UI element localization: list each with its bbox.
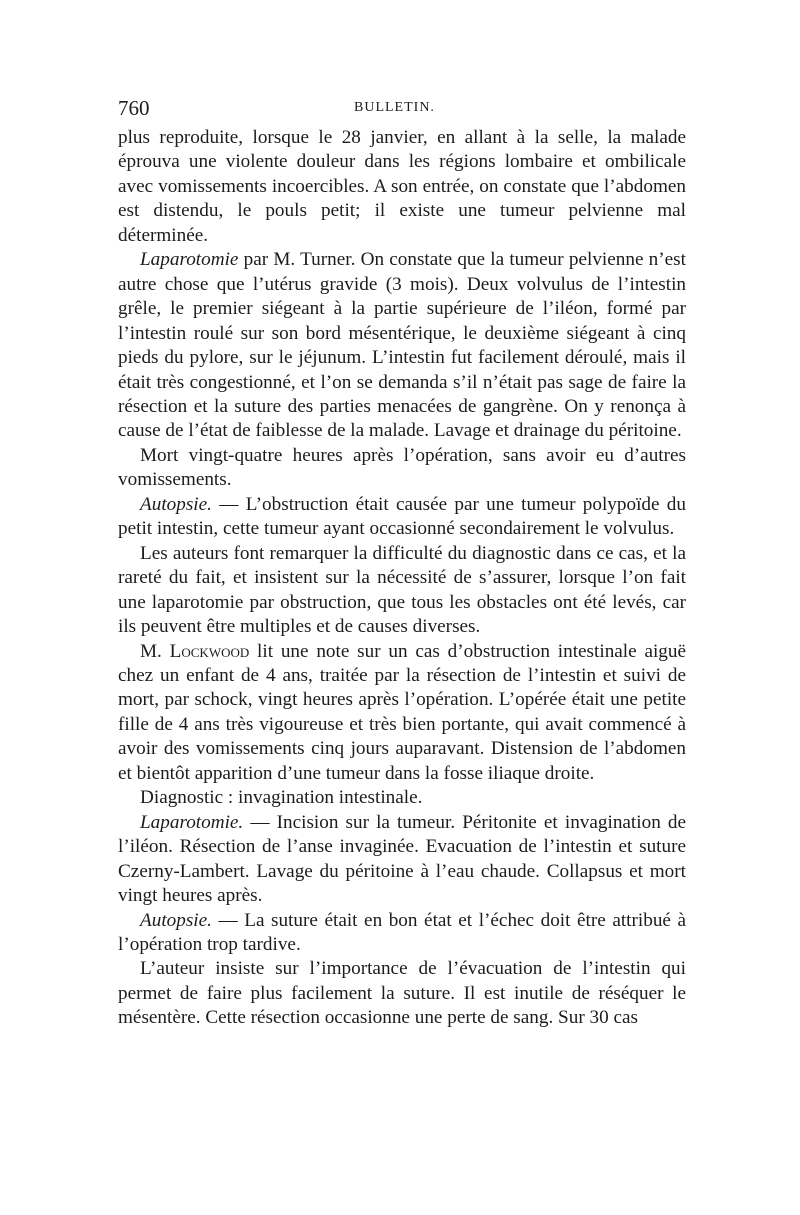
paragraph-autopsie-1: [118, 493, 686, 542]
italic-lead: Laparotomie.: [140, 811, 244, 833]
italic-lead: Autopsie.: [140, 493, 212, 515]
page-header: [118, 96, 688, 124]
paragraph-laparotomie-2: [118, 811, 686, 909]
body-text: [118, 126, 686, 1031]
paragraph-text: lit une note sur un cas d’obstruction intestinale aiguë chez un enfant de 4 ans, traitée par la résection de l’intestin et suivi de mort, par schock, vingt heures après l’opération. L’opérée était une petite fille de 4 ans très vigoureuse et très bien portante, qui avait commencé à avoir des vomissements cinq jours auparavant. Distension de l’abdomen et bientôt apparition d’une tumeur dans la fosse iliaque droite.: [118, 640, 686, 784]
paragraph-text: Mort vingt-quatre heures après l’opération, sans avoir eu d’autres vomissements.: [118, 444, 686, 491]
paragraph-mort: [118, 444, 686, 493]
paragraph-continuation: [118, 126, 686, 248]
paragraph-auteurs: [118, 542, 686, 640]
name-prefix: M.: [140, 640, 170, 662]
page-number: 760: [118, 96, 150, 120]
paragraph-text: — Incision sur la tumeur. Péritonite et invagination de l’iléon. Résection de l’anse invaginée. Evacuation de l’intestin et suture Czerny-Lambert. Lavage du péritoine à l’eau chaude. Collapsus et mort vingt heures après.: [118, 811, 686, 907]
paragraph-text: par M. Turner. On constate que la tumeur pelvienne n’est autre chose que l’utérus gravide (3 mois). Deux volvulus de l’intestin grêle, le premier siégeant à la partie supérieure de l’iléon, formé par l’intestin roulé sur son bord mésentérique, le deuxième siégeant à cinq pieds du pylore, sur le jéjunum. L’intestin fut facilement déroulé, mais il était très congestionné, et l’on se demanda s’il n’était pas sage de faire la résection et la suture des parties menacées de gangrène. On y renonça à cause de l’état de faiblesse de la malade. Lavage et drainage du péritoine.: [118, 249, 686, 442]
paragraph-text: plus reproduite, lorsque le 28 janvier, en allant à la selle, la malade éprouva une violente douleur dans les régions lombaire et ombilicale avec vomissements incoercibles. A son entrée, on constate que l’abdomen est distendu, le pouls petit; il existe une tumeur pelvienne mal déterminée.: [118, 127, 686, 246]
paragraph-text: — L’obstruction était causée par une tumeur polypoïde du petit intestin, cette tumeur ayant occasionné secondairement le volvulus.: [118, 493, 686, 540]
paragraph-lockwood: [118, 640, 686, 787]
italic-lead: Laparotomie: [140, 249, 239, 271]
paragraph-text: — La suture était en bon état et l’échec doit être attribué à l’opération trop tardive.: [118, 909, 686, 955]
author-name: Lockwood: [169, 640, 250, 662]
paragraph-text: Les auteurs font remarquer la difficulté du diagnostic dans ce cas, et la rareté du fait, et insistent sur la nécessité de s’assurer, lorsque l’on fait une laparotomie par obstruction, que tous les obstacles ont été levés, car ils peuvent être multiples et de causes diverses.: [118, 542, 686, 638]
paragraph-autopsie-2: [118, 909, 686, 958]
paragraph-laparotomie-1: [118, 248, 686, 444]
paragraph-text: Diagnostic : invagination intestinale.: [140, 787, 423, 809]
paragraph-text: L’auteur insiste sur l’importance de l’évacuation de l’intestin qui permet de faire plus facilement la suture. Il est inutile de réséquer le mésentère. Cette résection occasionne une perte de sang. Sur 30 cas: [118, 958, 686, 1029]
paragraph-auteur-insiste: [118, 957, 686, 1030]
italic-lead: Autopsie.: [140, 909, 212, 931]
paragraph-diagnostic: [118, 786, 686, 810]
running-title: BULLETIN.: [354, 100, 435, 115]
